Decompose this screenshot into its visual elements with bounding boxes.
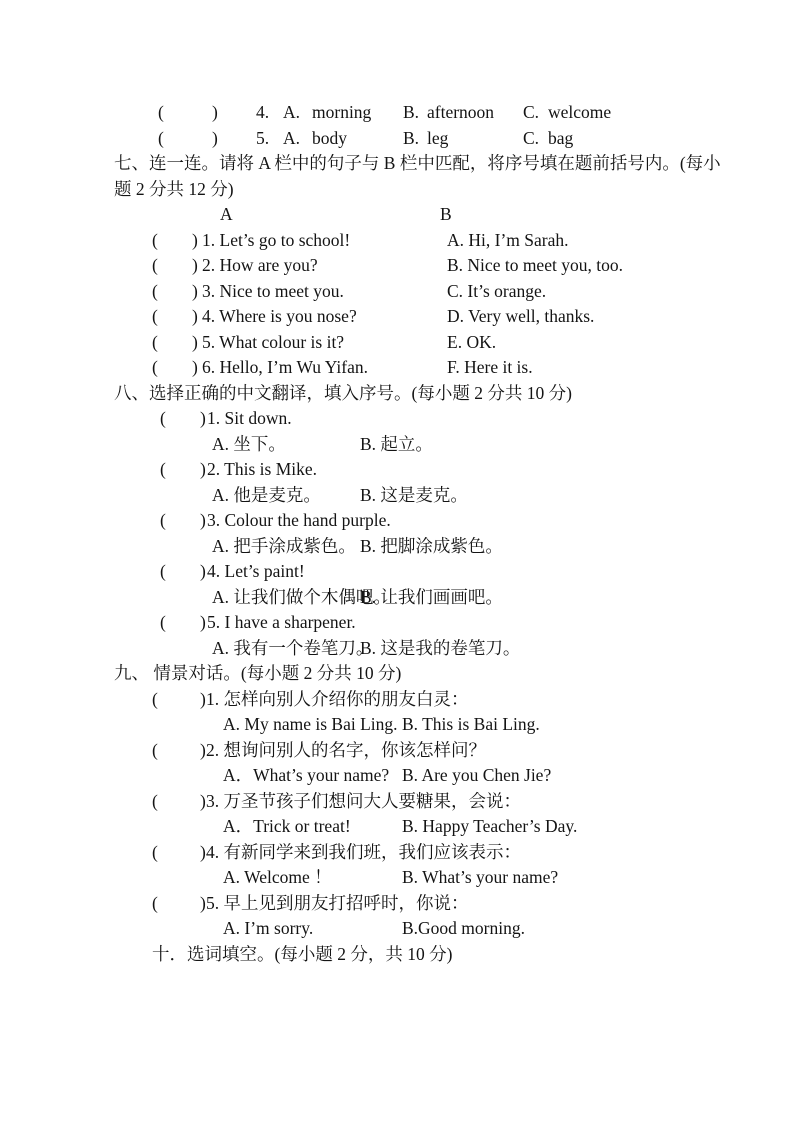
match-right-item: F. Here it is. [447,357,533,377]
option-b: B. 起立。 [360,433,433,454]
section-heading: 七、连一连。请将 A 栏中的句子与 B 栏中匹配，将序号填在题前括号内。(每小 [114,153,721,173]
translation-question [0,559,793,585]
option-a: A. 我有一个卷笔刀。 [212,637,374,658]
option-b: B. What’s your name? [402,867,559,887]
option-b-label: B. [403,127,420,148]
section-heading: 十．选词填空。(每小题 2 分，共 10 分) [152,943,453,964]
option-b: B. Happy Teacher’s Day. [402,816,578,836]
answer-paren-close: ) [192,331,198,352]
answer-paren-open: ( [160,408,166,428]
answer-paren-open: ( [160,459,166,479]
option-a: A. Welcome ！ [223,867,332,887]
section-heading: 九、 情景对话。(每小题 2 分共 10 分) [114,663,402,683]
question-text: 2. This is Mike. [207,459,318,479]
section-heading-continued: 题 2 分共 12 分) [114,178,234,199]
option-a: A. My name is Bai Ling. [223,714,398,734]
option-a: A. I’m sorry. [223,918,314,938]
match-row [0,279,793,305]
match-row [0,304,793,330]
answer-paren-open: ( [152,331,158,352]
option-a: A. 让我们做个木偶吧。 [212,586,391,607]
answer-paren-open: ( [152,306,158,326]
answer-paren-close: ) [212,127,218,148]
match-left-item: 3. Nice to meet you. [202,280,344,301]
question-text: 1. Sit down. [207,408,292,428]
option-b: B.Good morning. [402,918,525,938]
answer-paren-open: ( [152,280,158,301]
dialogue-question [0,840,793,866]
translation-question [0,508,793,534]
answer-paren-close: ) [200,612,206,632]
answer-paren-close: ) [200,408,206,428]
option-c-label: C. [523,102,540,122]
option-b: B. This is Bai Ling. [402,714,540,734]
answer-paren-close: ) [192,357,198,377]
option-b: B. Are you Chen Jie? [402,765,552,785]
match-right-item: A. Hi, I’m Sarah. [447,229,569,250]
question-text: 2. 想询问别人的名字，你该怎样问？ [206,739,486,760]
answer-paren-close: ) [212,102,218,122]
answer-paren-close: ) [200,739,206,760]
section-nine-heading [0,661,793,687]
match-row [0,330,793,356]
match-column-headers [0,202,793,228]
translation-question [0,457,793,483]
option-a: A. 把手涂成紫色。 [212,535,356,556]
answer-paren-open: ( [152,688,158,709]
section-eight-heading [0,381,793,407]
answer-paren-close: ) [200,841,206,862]
match-left-item: 5. What colour is it? [202,331,345,352]
option-b-label: B. [403,102,420,122]
choice-row-5 [0,126,793,152]
match-left-item: 2. How are you? [202,255,318,275]
translation-options [0,483,793,509]
question-number: 5. [256,127,270,148]
column-b-header: B [440,204,452,224]
option-a-label: A. [283,127,301,148]
answer-paren-open: ( [152,892,158,913]
answer-paren-open: ( [152,841,158,862]
option-c-label: C. [523,127,540,148]
dialogue-options [0,712,793,738]
question-text: 4. 有新同学来到我们班，我们应该表示： [206,841,521,862]
match-right-item: D. Very well, thanks. [447,306,595,326]
answer-paren-open: ( [158,102,164,122]
answer-paren-open: ( [160,561,166,581]
option-b: B. 这是我的卷笔刀。 [360,637,521,658]
option-b: B. 把脚涂成紫色。 [360,535,503,556]
match-left-item: 4. Where is you nose? [202,306,357,326]
answer-paren-open: ( [152,229,158,250]
answer-paren-open: ( [152,739,158,760]
section-seven-heading-line2 [0,177,793,203]
section-seven-heading-line1 [0,151,793,177]
choice-row-4 [0,100,793,126]
section-heading: 八、选择正确的中文翻译，填入序号。(每小题 2 分共 10 分) [114,382,572,403]
section-ten-heading [0,942,793,968]
question-text: 3. Colour the hand purple. [207,510,391,530]
answer-paren-open: ( [158,127,164,148]
option-a: A．Trick or treat! [223,816,351,836]
answer-paren-close: ) [192,306,198,326]
option-a-text: body [312,127,347,148]
answer-paren-close: ) [200,561,206,581]
option-a: A. 他是麦克。 [212,484,321,505]
answer-paren-open: ( [152,357,158,377]
translation-question [0,610,793,636]
option-b-text: leg [427,127,449,148]
option-a-text: morning [312,102,372,122]
option-a: A．What’s your name? [223,765,390,785]
answer-paren-close: ) [192,255,198,275]
dialogue-question [0,891,793,917]
translation-options [0,534,793,560]
answer-paren-open: ( [160,612,166,632]
option-b-text: afternoon [427,102,495,122]
answer-paren-close: ) [200,892,206,913]
answer-paren-close: ) [192,229,198,250]
match-right-item: E. OK. [447,331,497,352]
match-right-item: C. It’s orange. [447,280,547,301]
match-row [0,253,793,279]
match-left-item: 1. Let’s go to school! [202,229,351,250]
option-c-text: welcome [548,102,612,122]
question-text: 3. 万圣节孩子们想问大人要糖果，会说： [206,790,521,811]
dialogue-question [0,738,793,764]
dialogue-question [0,687,793,713]
dialogue-options [0,763,793,789]
translation-options [0,585,793,611]
translation-question [0,406,793,432]
option-b: B. 让我们画画吧。 [360,586,503,607]
answer-paren-close: ) [192,280,198,301]
dialogue-options [0,916,793,942]
option-c-text: bag [548,127,574,148]
question-number: 4. [256,102,270,122]
translation-options [0,636,793,662]
answer-paren-open: ( [152,255,158,275]
dialogue-options [0,865,793,891]
match-row [0,355,793,381]
column-a-header: A [220,204,233,224]
question-text: 4. Let’s paint! [207,561,305,581]
answer-paren-open: ( [160,510,166,530]
translation-options [0,432,793,458]
option-a: A. 坐下。 [212,433,286,454]
question-text: 5. 早上见到朋友打招呼时，你说： [206,892,469,913]
answer-paren-open: ( [152,790,158,811]
dialogue-question [0,789,793,815]
answer-paren-close: ) [200,790,206,811]
answer-paren-close: ) [200,510,206,530]
question-text: 1. 怎样向别人介绍你的朋友白灵： [206,688,469,709]
dialogue-options [0,814,793,840]
match-right-item: B. Nice to meet you, too. [447,255,623,275]
question-text: 5. I have a sharpener. [207,612,356,632]
answer-paren-close: ) [200,459,206,479]
answer-paren-close: ) [200,688,206,709]
match-left-item: 6. Hello, I’m Wu Yifan. [202,357,369,377]
option-a-label: A. [283,102,301,122]
option-b: B. 这是麦克。 [360,484,468,505]
match-row [0,228,793,254]
